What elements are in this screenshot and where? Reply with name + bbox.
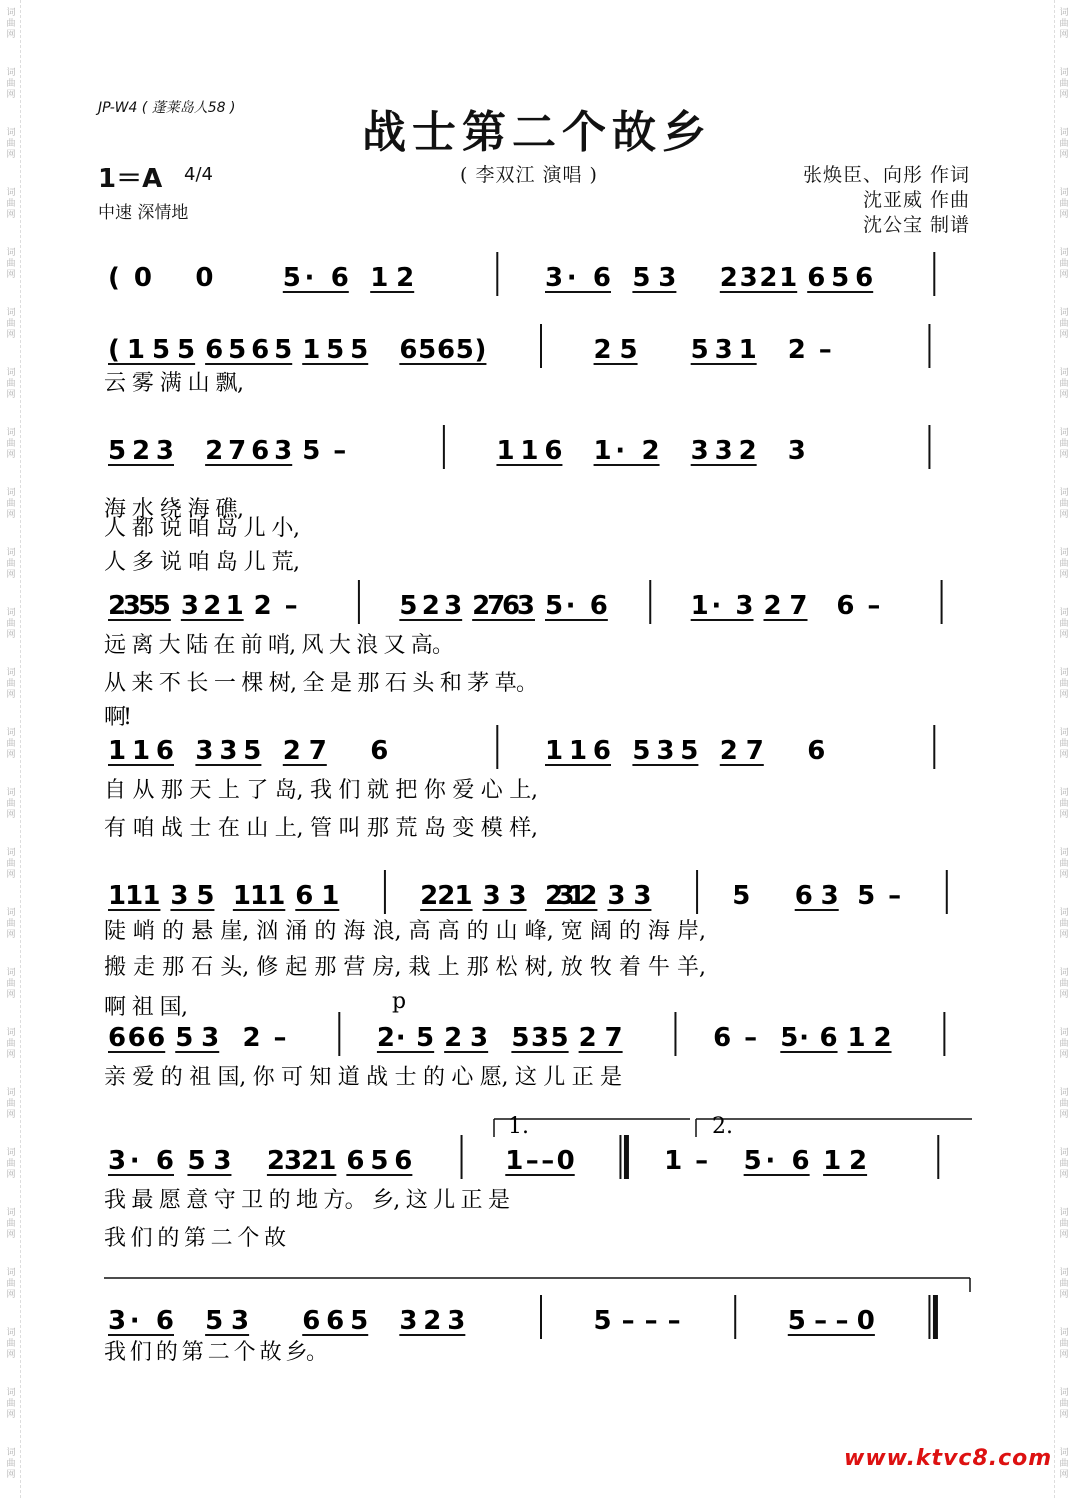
note-group: 5 3 5 <box>632 736 699 766</box>
side-watermark-mark: 词 曲 网 <box>1059 608 1069 640</box>
note-group: 2· 5 <box>376 1023 435 1053</box>
note-group: 5 – <box>857 881 902 911</box>
side-watermark-mark: 词 曲 网 <box>6 848 16 880</box>
note-group: 5· 6 <box>282 263 349 293</box>
note-group: ( 0 <box>108 263 152 293</box>
note-group: 5 – – – <box>593 1306 681 1336</box>
note-group: 1 1 1 <box>232 881 286 911</box>
side-watermark-mark: 词 曲 网 <box>1059 848 1069 880</box>
side-watermark-mark: 词 曲 网 <box>6 1208 16 1240</box>
side-watermark-mark: 词 曲 网 <box>6 608 16 640</box>
side-watermark-mark: 词 曲 网 <box>1059 788 1069 820</box>
note-group: 2 2 1 <box>420 881 473 911</box>
lyric-line: 从 来 不 长 一 棵 树, 全 是 那 石 头 和 茅 草。 <box>104 671 538 696</box>
note-group: 2 3 5 5 <box>108 591 171 621</box>
composer-credit: 沈亚威 作曲 <box>862 189 970 211</box>
side-watermark-mark: 词 曲 网 <box>1059 1448 1069 1480</box>
note-group: 5 3 <box>205 1306 250 1336</box>
note-group: 2 7 <box>282 736 327 766</box>
volta-label-1: 1. <box>508 1114 529 1139</box>
note-group: 5 – <box>302 436 347 466</box>
note-group: 3 3 <box>607 881 652 911</box>
performer-credit: ( 李双江 演唱 ) <box>460 164 598 186</box>
side-watermark-mark: 词 曲 网 <box>6 1268 16 1300</box>
note-group: 2 – <box>242 1023 287 1053</box>
side-watermark-mark: 词 曲 网 <box>1059 368 1069 400</box>
note-group: 6 5 6 <box>807 263 874 293</box>
note-group: 3 3 <box>482 881 527 911</box>
note-group: 1 2 <box>370 263 415 293</box>
note-group: 2 7 <box>719 736 764 766</box>
side-watermark-mark: 词 曲 网 <box>1059 1328 1069 1360</box>
note-group: 3 5 <box>170 881 215 911</box>
note-group: 6 3 <box>794 881 839 911</box>
note-group: 3· 6 <box>108 1306 174 1336</box>
side-watermark-mark: 词 曲 网 <box>1059 1388 1069 1420</box>
side-watermark-mark: 词 曲 网 <box>6 728 16 760</box>
note-group: 3 2 1 <box>180 591 244 621</box>
side-watermark-mark: 词 曲 网 <box>6 68 16 100</box>
side-watermark-mark: 词 曲 网 <box>6 668 16 700</box>
lyric-line: 人 都 说 咱 岛 儿 小, <box>104 516 300 541</box>
note-group: 1 1 6 <box>108 736 174 766</box>
side-watermark-mark: 词 曲 网 <box>1059 188 1069 220</box>
note-group: 6 5 6 <box>346 1146 413 1176</box>
volta-label-2: 2. <box>712 1114 733 1139</box>
note-group: 2 5 <box>593 335 638 365</box>
side-watermark-mark: 词 曲 网 <box>6 788 16 820</box>
note-group: ( 1 5 5 <box>108 335 196 365</box>
note-group: 1 1 6 <box>496 436 563 466</box>
note-group: 5· 6 <box>780 1023 838 1053</box>
side-watermark-mark: 词 曲 网 <box>1059 1268 1069 1300</box>
side-watermark-mark: 词 曲 网 <box>6 908 16 940</box>
note-group: 6 1 <box>295 881 340 911</box>
note-group: 5 – – 0 <box>787 1306 875 1336</box>
side-watermark-mark: 词 曲 网 <box>6 1088 16 1120</box>
side-watermark-mark: 词 曲 网 <box>1059 728 1069 760</box>
note-group: 5 3 <box>175 1023 220 1053</box>
side-watermark-mark: 词 曲 网 <box>6 1448 16 1480</box>
note-group: 6 5 6 5 ) <box>399 335 487 365</box>
side-watermark-mark: 词 曲 网 <box>1059 428 1069 460</box>
lyric-line: 自 从 那 天 上 了 岛, 我 们 就 把 你 爱 心 上, <box>104 778 538 803</box>
side-watermark-mark: 词 曲 网 <box>1059 1028 1069 1060</box>
note-group: 2 7 6 3 <box>205 436 293 466</box>
note-group: 6 <box>807 736 826 766</box>
note-group: 1 5 5 <box>302 335 369 365</box>
note-group: 1 – – 0 <box>505 1146 575 1176</box>
note-group: 5 <box>732 881 751 911</box>
arranger-credit: 沈公宝 制谱 <box>862 214 970 236</box>
lyric-line: 远 离 大 陆 在 前 哨, 风 大 浪 又 高。 <box>104 633 454 658</box>
side-watermark-mark: 词 曲 网 <box>1059 128 1069 160</box>
note-group: 1· 2 <box>593 436 660 466</box>
note-group: 1 1 1 <box>108 881 161 911</box>
side-watermark-mark: 词 曲 网 <box>1059 668 1069 700</box>
side-watermark-mark: 词 曲 网 <box>6 128 16 160</box>
lyric-line: 啊! <box>104 705 132 730</box>
lyric-line: 我 最 愿 意 守 卫 的 地 方。 乡, 这 儿 正 是 <box>104 1188 510 1213</box>
side-watermark-mark: 词 曲 网 <box>6 8 16 40</box>
note-group: 3 2 3 <box>399 1306 466 1336</box>
note-group: 1 1 6 <box>545 736 611 766</box>
note-group: 2 7 6 3 <box>472 591 535 621</box>
side-watermark-mark: 词 曲 网 <box>1059 548 1069 580</box>
note-group: 5· 6 <box>743 1146 810 1176</box>
side-watermark-mark: 词 曲 网 <box>1059 1208 1069 1240</box>
lyric-line: 我 们 的 第 二 个 故 乡。 <box>104 1340 328 1365</box>
side-watermark-mark: 词 曲 网 <box>1059 968 1069 1000</box>
note-group: 2 3 1 2 <box>545 881 598 911</box>
note-group: 5 3 <box>187 1146 232 1176</box>
note-group: 3· 6 <box>545 263 611 293</box>
side-watermark-mark: 词 曲 网 <box>6 368 16 400</box>
side-watermark-mark: 词 曲 网 <box>6 1028 16 1060</box>
lyricist-credit: 张焕臣、向彤 作词 <box>802 164 970 186</box>
note-group: 6 6 5 <box>302 1306 369 1336</box>
note-group: 2 – <box>787 335 832 365</box>
side-watermark-mark: 词 曲 网 <box>6 1148 16 1180</box>
note-group: 3 <box>787 436 806 466</box>
lyric-line: 海 水 绕 海 礁, <box>104 497 244 522</box>
side-watermark-mark: 词 曲 网 <box>6 428 16 460</box>
note-group: 2 7 <box>578 1023 623 1053</box>
website-watermark: www.ktvc8.com <box>844 1446 1053 1471</box>
dynamic-marking: p <box>392 989 407 1014</box>
note-group: 5 3 1 <box>690 335 757 365</box>
note-group: 6 <box>370 736 389 766</box>
note-group: 0 <box>195 263 214 293</box>
note-group: 2 3 <box>444 1023 489 1053</box>
side-watermark-mark: 词 曲 网 <box>1059 908 1069 940</box>
side-watermark-mark: 词 曲 网 <box>1059 248 1069 280</box>
side-watermark-mark: 词 曲 网 <box>6 248 16 280</box>
note-group: 6 – <box>836 591 881 621</box>
note-group: 3 3 5 <box>195 736 262 766</box>
note-group: 1 – <box>664 1146 709 1176</box>
side-watermark-mark: 词 曲 网 <box>6 488 16 520</box>
note-group: 2 3 2 1 <box>719 263 798 293</box>
key-signature: 1＝A <box>98 164 163 194</box>
note-group: 5· 6 <box>545 591 608 621</box>
side-watermark-mark: 词 曲 网 <box>1059 488 1069 520</box>
note-group: 5 3 5 <box>511 1023 569 1053</box>
note-group: 2 7 <box>763 591 808 621</box>
note-group: 5 2 3 <box>399 591 463 621</box>
note-group: 3· 6 <box>108 1146 174 1176</box>
tempo-marking: 中速 深情地 <box>98 203 189 223</box>
lyric-line: 陡 峭 的 悬 崖, 汹 涌 的 海 浪, 高 高 的 山 峰, 宽 阔 的 海 岸, <box>104 919 706 944</box>
note-group: 2 – <box>253 591 298 621</box>
note-group: 2 3 2 1 <box>266 1146 337 1176</box>
note-group: 5 2 3 <box>108 436 174 466</box>
lyric-line: 我 们 的 第 二 个 故 <box>104 1226 286 1251</box>
side-watermark-mark: 词 曲 网 <box>1059 1088 1069 1120</box>
note-group: 5 3 <box>632 263 677 293</box>
note-group: 1 2 <box>823 1146 868 1176</box>
note-group: 6 6 6 <box>108 1023 166 1053</box>
side-watermark-mark: 词 曲 网 <box>1059 1148 1069 1180</box>
lyric-line: 人 多 说 咱 岛 儿 荒, <box>104 550 300 575</box>
time-signature: 4/4 <box>184 164 213 185</box>
side-watermark-mark: 词 曲 网 <box>1059 8 1069 40</box>
note-group: 1· 3 <box>690 591 754 621</box>
side-watermark-mark: 词 曲 网 <box>6 308 16 340</box>
side-watermark-mark: 词 曲 网 <box>6 968 16 1000</box>
side-watermark-mark: 词 曲 网 <box>1059 68 1069 100</box>
page-title: 战士第二个故乡 <box>362 107 712 158</box>
side-watermark-mark: 词 曲 网 <box>1059 308 1069 340</box>
note-group: 6 5 6 5 <box>205 335 293 365</box>
lyric-line: 啊 祖 国, <box>104 995 188 1020</box>
side-watermark-mark: 词 曲 网 <box>6 548 16 580</box>
note-group: 1 2 <box>847 1023 892 1053</box>
side-watermark-mark: 词 曲 网 <box>6 188 16 220</box>
note-group: 3 3 2 <box>690 436 757 466</box>
lyric-line: 搬 走 那 石 头, 修 起 那 营 房, 栽 上 那 松 树, 放 牧 着 牛 羊, <box>104 955 706 980</box>
lyric-line: 有 咱 战 士 在 山 上, 管 叫 那 荒 岛 变 模 样, <box>104 816 538 841</box>
lyric-line: 云 雾 满 山 飘, <box>104 371 244 396</box>
lyric-line: 亲 爱 的 祖 国, 你 可 知 道 战 士 的 心 愿, 这 儿 正 是 <box>104 1065 622 1090</box>
side-watermark-mark: 词 曲 网 <box>6 1388 16 1420</box>
score-code: JP-W4 ( 蓬莱岛人58 ) <box>98 100 236 116</box>
note-group: 6 – <box>713 1023 758 1053</box>
side-watermark-mark: 词 曲 网 <box>6 1328 16 1360</box>
